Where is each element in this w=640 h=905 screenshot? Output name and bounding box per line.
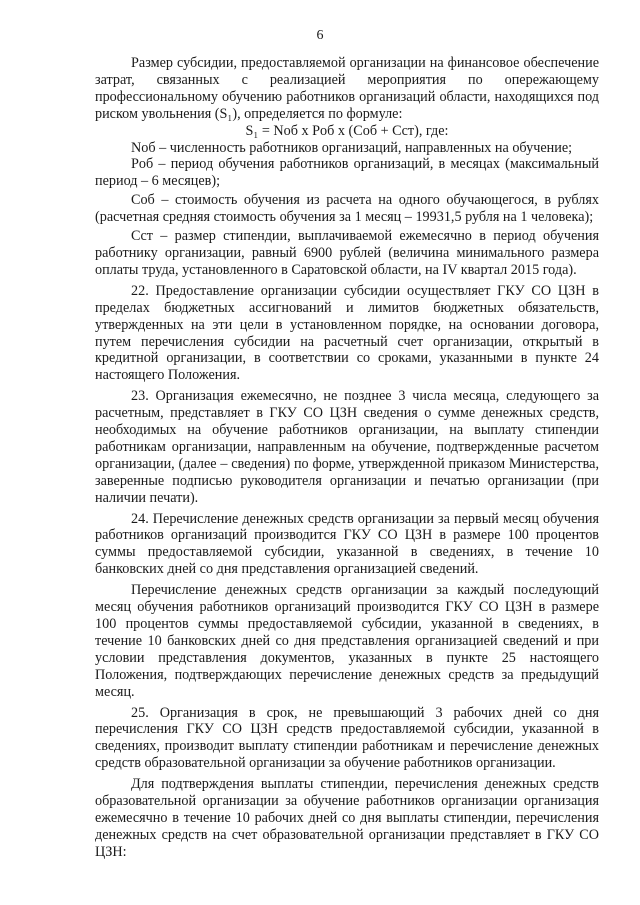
paragraph-25: 25. Организация в срок, не превышающий 3 рабочих дней со дня перечисления ГКУ СО ЦЗН средств предоставляемой субсидии, указанной в сведениях, производит выплату стипендии работникам и перечисление денежных средств образовательной организации за обучение работников организации. bbox=[95, 704, 599, 772]
formula-term-cob: Cоб – стоимость обучения из расчета на одного обучающегося, в рублях (расчетная средняя стоимость обучения за 1 месяц – 19931,5 рубля на 1 человека); bbox=[95, 192, 599, 226]
document-body bbox=[95, 55, 599, 861]
formula: S₁ = Nоб x Pоб x (Cоб + Cст), где: bbox=[245, 122, 449, 139]
paragraph-22: 22. Предоставление организации субсидии осуществляет ГКУ СО ЦЗН в пределах бюджетных ассигнований и лимитов бюджетных обязательств, утвержденных на эти цели в установленном порядке, на основании договора, путем перечисления субсидии на расчетный счет организации, открытый в кредитной организации, в соответствии со сроками, указанными в пункте 24 настоящего Положения. bbox=[95, 282, 599, 384]
formula-term-pob: Pоб – период обучения работников организаций, в месяцах (максимальный период – 6 месяцев); bbox=[95, 156, 599, 190]
formula-term-cst: Cст – размер стипендии, выплачиваемой ежемесячно в период обучения работнику организации, равный 6900 рублей (величина минимального размера оплаты труда, установленного в Саратовской области, на IV квартал 2015 года). bbox=[95, 228, 599, 278]
paragraph-24: 24. Перечисление денежных средств организации за первый месяц обучения работников организаций производится ГКУ СО ЦЗН в размере 100 процентов суммы предоставляемой субсидии, указанной в сведениях, в течение 10 банковских дней со дня представления организацией сведений. bbox=[95, 510, 599, 578]
paragraph-23: 23. Организация ежемесячно, не позднее 3 числа месяца, следующего за расчетным, представляет в ГКУ СО ЦЗН сведения о сумме денежных средств, необходимых на обучение работников организации, на выплату стипендии работникам организации, направленным на обучение, подтвержденные расчетом организации, (далее – сведения) по форме, утвержденной приказом Министерства, заверенные подписью руководителя организации и печатью организации (при наличии печати). bbox=[95, 388, 599, 506]
paragraph-subsidy-size: Размер субсидии, предоставляемой организации на финансовое обеспечение затрат, связанных с реализацией мероприятия по опережающему профессиональному обучению работников организаций области, находящихся под риском увольнения (S₁), определяется по формуле: bbox=[95, 55, 599, 122]
paragraph-25-continued: Для подтверждения выплаты стипендии, перечисления денежных средств образовательной организации за обучение работников организации организация ежемесячно в течение 10 рабочих дней со дня выплаты стипендии, перечисления денежных средств на счет образовательной организации представляет в ГКУ СО ЦЗН: bbox=[95, 776, 599, 860]
paragraph-24-continued: Перечисление денежных средств организации за каждый последующий месяц обучения работников организаций производится ГКУ СО ЦЗН в размере 100 процентов суммы предоставляемой субсидии, указанной в сведениях, в течение 10 банковских дней со дня представления организацией сведений и при условии представления документов, указанных в пункте 25 настоящего Положения, подтверждающих перечисление денежных средств за предыдущий месяц. bbox=[95, 582, 599, 700]
formula-term-nob: Nоб – численность работников организаций, направленных на обучение; bbox=[131, 139, 573, 156]
page-number: 6 bbox=[316, 28, 324, 43]
